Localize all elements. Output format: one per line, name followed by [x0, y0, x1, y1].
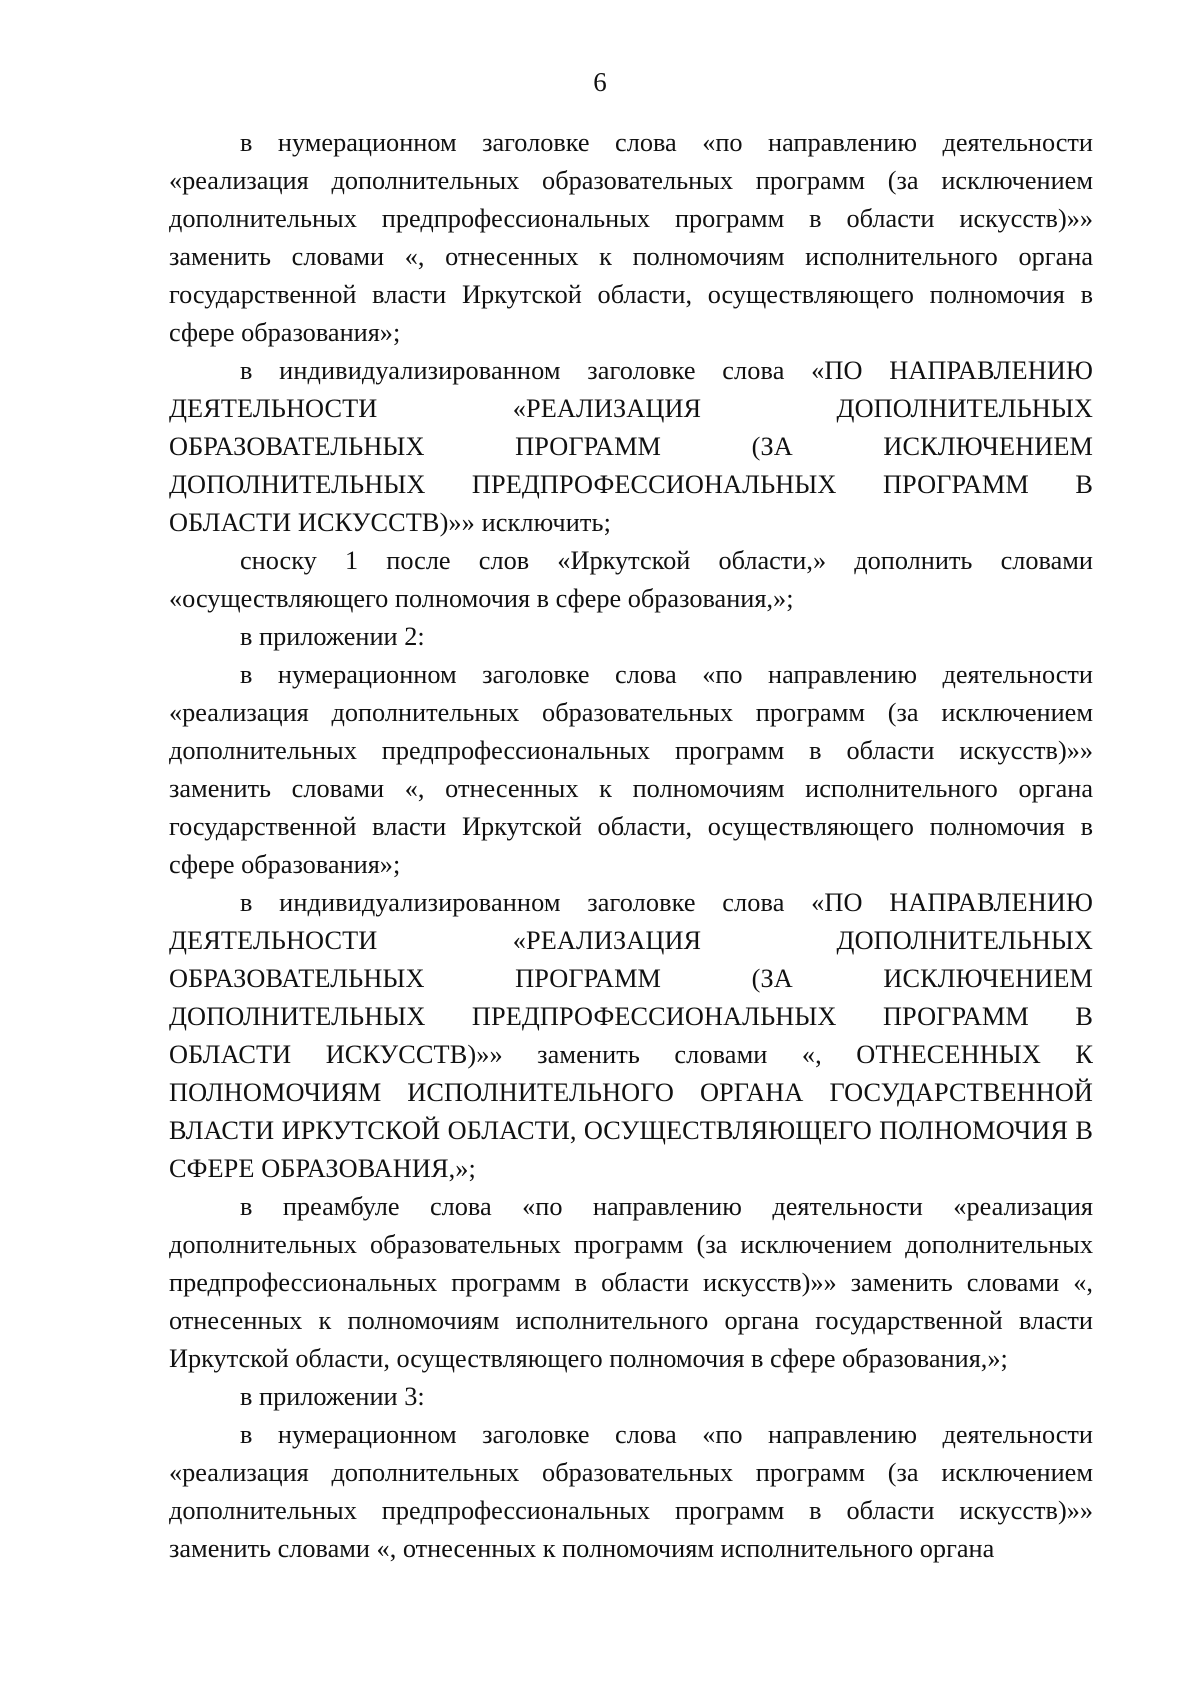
paragraph-appendix-2-intro: в приложении 2: — [240, 622, 425, 651]
paragraph-appendix1-numbering-heading: в нумерационном заголовке слова «по направлению деятельности «реализация дополнительных образовательных программ (за исключением дополнительных предпрофессиональных программ в области искусств)»» заменить словами «, отнесенных к полномочиям исполнительного органа государственной власти Иркутской области, осуществляющего полномочия в сфере образования»; — [169, 128, 1093, 347]
paragraph-footnote-1: сноску 1 после слов «Иркутской области,» дополнить словами «осуществляющего полномочия в сфере образования,»; — [169, 546, 1093, 613]
paragraph-appendix-3-intro: в приложении 3: — [240, 1382, 425, 1411]
paragraph-appendix2-numbering-heading: в нумерационном заголовке слова «по направлению деятельности «реализация дополнительных образовательных программ (за исключением дополнительных предпрофессиональных программ в области искусств)»» заменить словами «, отнесенных к полномочиям исполнительного органа государственной власти Иркутской области, осуществляющего полномочия в сфере образования»; — [169, 660, 1093, 879]
paragraph-appendix1-individual-heading: в индивидуализированном заголовке слова «ПО НАПРАВЛЕНИЮ ДЕЯТЕЛЬНОСТИ «РЕАЛИЗАЦИЯ ДОПОЛНИТЕЛЬНЫХ ОБРАЗОВАТЕЛЬНЫХ ПРОГРАММ (ЗА ИСКЛЮЧЕНИЕМ ДОПОЛНИТЕЛЬНЫХ ПРЕДПРОФЕССИОНАЛЬНЫХ ПРОГРАММ В ОБЛАСТИ ИСКУССТВ)»» исключить; — [169, 356, 1093, 537]
paragraph-appendix3-numbering-heading: в нумерационном заголовке слова «по направлению деятельности «реализация дополнительных образовательных программ (за исключением дополнительных предпрофессиональных программ в области искусств)»» заменить словами «, отнесенных к полномочиям исполнительного органа — [169, 1420, 1093, 1563]
page-number: 6 — [593, 67, 607, 97]
document-body — [169, 124, 1093, 1568]
paragraph-appendix2-preamble: в преамбуле слова «по направлению деятельности «реализация дополнительных образовательных программ (за исключением дополнительных предпрофессиональных программ в области искусств)»» заменить словами «, отнесенных к полномочиям исполнительного органа государственной власти Иркутской области, осуществляющего полномочия в сфере образования,»; — [169, 1192, 1093, 1373]
paragraph-appendix2-individual-heading: в индивидуализированном заголовке слова «ПО НАПРАВЛЕНИЮ ДЕЯТЕЛЬНОСТИ «РЕАЛИЗАЦИЯ ДОПОЛНИТЕЛЬНЫХ ОБРАЗОВАТЕЛЬНЫХ ПРОГРАММ (ЗА ИСКЛЮЧЕНИЕМ ДОПОЛНИТЕЛЬНЫХ ПРЕДПРОФЕССИОНАЛЬНЫХ ПРОГРАММ В ОБЛАСТИ ИСКУССТВ)»» заменить словами «, ОТНЕСЕННЫХ К ПОЛНОМОЧИЯМ ИСПОЛНИТЕЛЬНОГО ОРГАНА ГОСУДАРСТВЕННОЙ ВЛАСТИ ИРКУТСКОЙ ОБЛАСТИ, ОСУЩЕСТВЛЯЮЩЕГО ПОЛНОМОЧИЯ В СФЕРЕ ОБРАЗОВАНИЯ,»; — [169, 888, 1093, 1183]
